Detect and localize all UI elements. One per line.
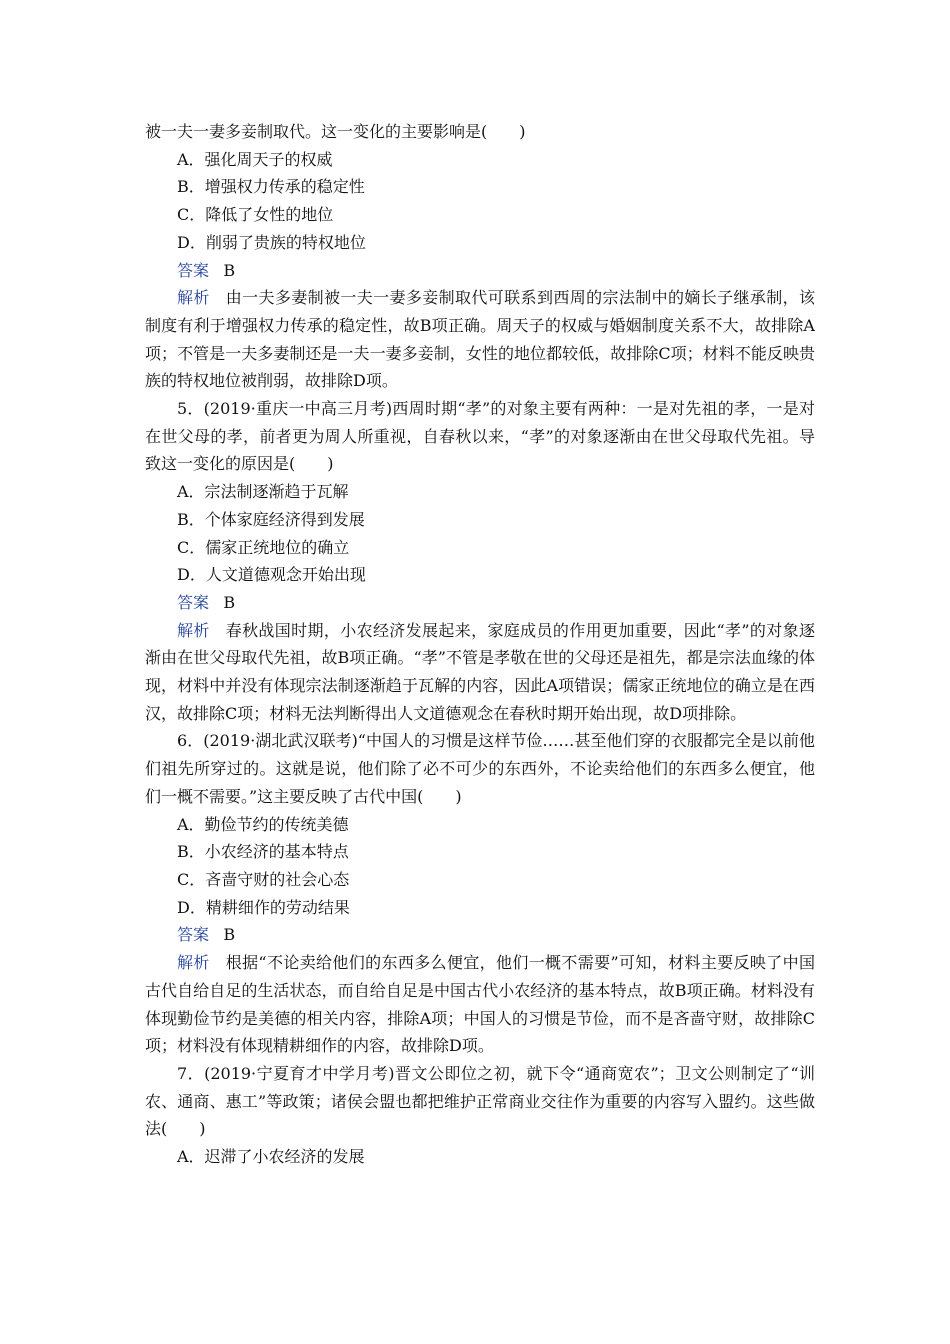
q6-answer	[145, 921, 815, 949]
analysis-label: 解析	[177, 620, 210, 640]
q6-analysis	[145, 949, 815, 1060]
q5-option-d: D．人文道德观念开始出现	[177, 565, 366, 585]
q6-option-d: D．精耕细作的劳动结果	[177, 897, 350, 917]
answer-label: 答案	[177, 925, 210, 945]
q6-option-c: C．吝啬守财的社会心态	[177, 869, 350, 889]
q7-option-a: A．迟滞了小农经济的发展	[177, 1147, 365, 1167]
q4-option-d: D．削弱了贵族的特权地位	[177, 232, 366, 252]
analysis-text: 由一夫多妻制被一夫一妻多妾制取代可联系到西周的宗法制中的嫡长子继承制，该制度有利于增强权力传承的稳定性，故B项正确。周天子的权威与婚姻制度关系不大，故排除A项；不管是一夫多妻制还是一夫一妻多妾制，女性的地位都较低，故排除C项；材料不能反映贵族的特权地位被削弱，故排除D项。	[145, 288, 815, 391]
analysis-label: 解析	[177, 953, 210, 973]
q4-answer	[145, 257, 815, 285]
q4-option-b: B．增强权力传承的稳定性	[177, 177, 365, 197]
analysis-label: 解析	[177, 288, 210, 308]
analysis-text: 根据“不论卖给他们的东西多么便宜，他们一概不需要”可知，材料主要反映了中国古代自给自足的生活状态，而自给自足是中国古代小农经济的基本特点，故B项正确。材料没有体现勤俭节约是美德的相关内容，排除A项；中国人的习惯是节俭，而不是吝啬守财，故排除C项；材料没有体现精耕细作的内容，故排除D项。	[145, 953, 815, 1056]
q5-analysis	[145, 617, 815, 728]
q6-option-b: B．小农经济的基本特点	[177, 842, 349, 862]
answer-value: B	[223, 592, 236, 612]
answer-label: 答案	[177, 592, 210, 612]
answer-value: B	[223, 925, 236, 945]
answer-value: B	[223, 260, 236, 280]
q4-option-a: A．强化周天子的权威	[177, 149, 333, 169]
q4-option-c: C．降低了女性的地位	[177, 205, 334, 225]
q6-option-a: A．勤俭节约的传统美德	[177, 814, 349, 834]
analysis-text: 春秋战国时期，小农经济发展起来，家庭成员的作用更加重要，因此“孝”的对象逐渐由在世父母取代先祖，故B项正确。“孝”不管是孝敬在世的父母还是祖先，都是宗法血缘的体现，材料中并没有体现宗法制逐渐趋于瓦解的内容，因此A项错误；儒家正统地位的确立是在西汉，故排除C项；材料无法判断得出人文道德观念在春秋时期开始出现，故D项排除。	[145, 620, 815, 723]
document-page	[145, 118, 815, 1171]
q5-stem: 5．(2019·重庆一中高三月考)西周时期“孝”的对象主要有两种：一是对先祖的孝，一是对在世父母的孝，前者更为周人所重视，自春秋以来，“孝”的对象逐渐由在世父母取代先祖。导致这一变化的原因是( )	[145, 399, 815, 474]
q5-option-a: A．宗法制逐渐趋于瓦解	[177, 482, 349, 502]
answer-label: 答案	[177, 260, 210, 280]
q5-option-c: C．儒家正统地位的确立	[177, 537, 350, 557]
q7-stem: 7．(2019·宁夏育才中学月考)晋文公即位之初，就下令“通商宽农”；卫文公则制定了“训农、通商、惠工”等政策；诸侯会盟也都把维护正常商业交往作为重要的内容写入盟约。这些做法( )	[145, 1063, 815, 1139]
q4-stem: 被一夫一妻多妾制取代。这一变化的主要影响是( )	[145, 122, 526, 141]
q5-answer	[145, 589, 815, 617]
q6-stem: 6．(2019·湖北武汉联考)“中国人的习惯是这样节俭……甚至他们穿的衣服都完全是以前他们祖先所穿过的。这就是说，他们除了必不可少的东西外，不论卖给他们的东西多么便宜，他们一概不需要。”这主要反映了古代中国( )	[145, 731, 815, 806]
q5-option-b: B．个体家庭经济得到发展	[177, 509, 365, 529]
q4-analysis	[145, 284, 815, 395]
